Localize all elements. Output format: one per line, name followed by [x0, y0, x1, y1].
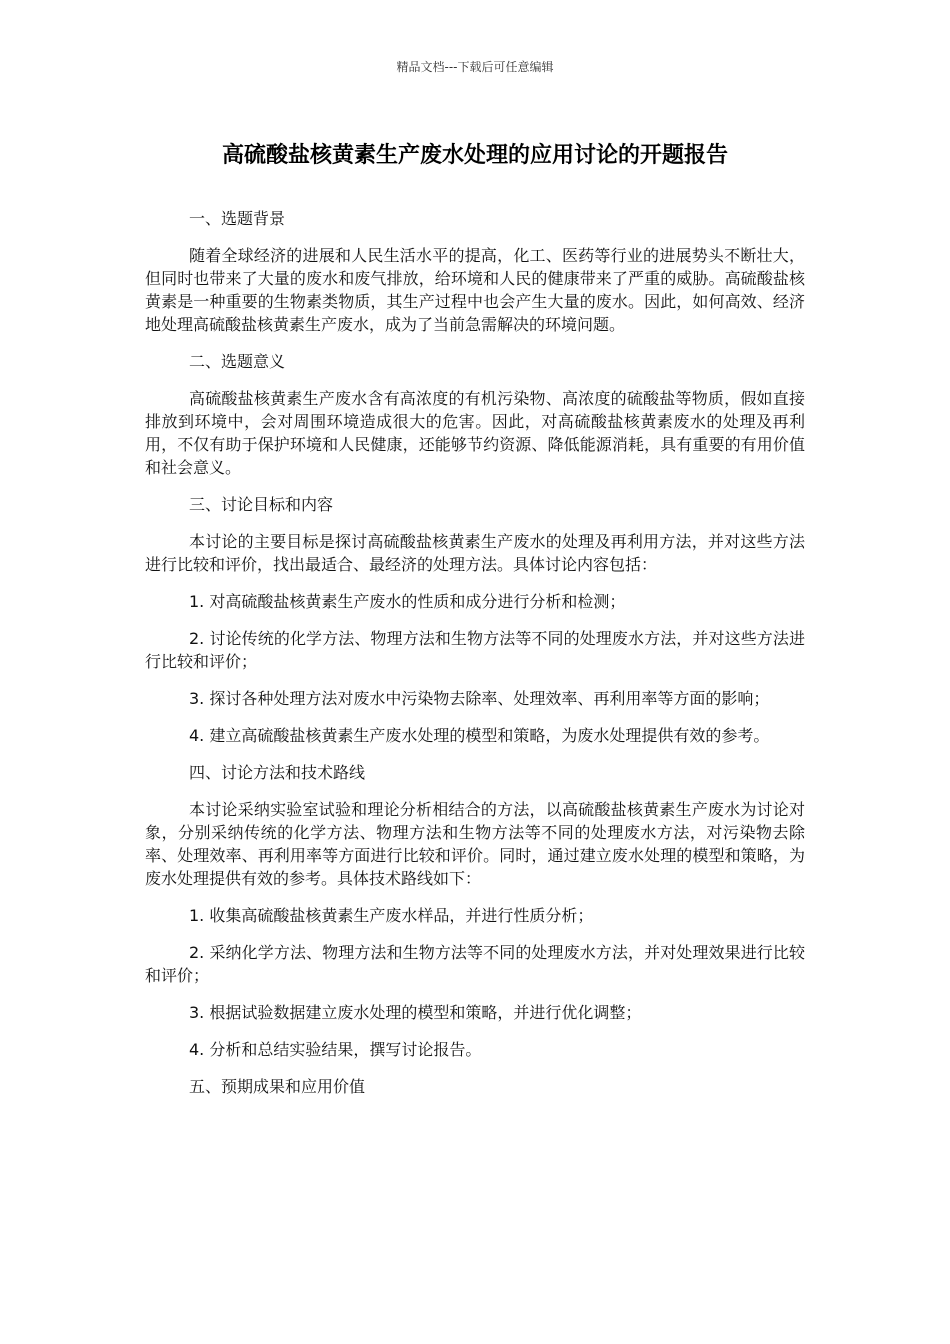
paragraph-background: 随着全球经济的进展和人民生活水平的提高，化工、医药等行业的进展势头不断壮大，但同时也带来了大量的废水和废气排放，给环境和人民的健康带来了严重的威胁。高硫酸盐核黄素是一种重要的生物素类物质，其生产过程中也会产生大量的废水。因此，如何高效、经济地处理高硫酸盐核黄素生产废水，成为了当前急需解决的环境问题。 — [145, 246, 805, 334]
list-item: 4. 建立高硫酸盐核黄素生产废水处理的模型和策略，为废水处理提供有效的参考。 — [189, 726, 770, 745]
section-heading-significance: 二、选题意义 — [189, 352, 286, 371]
header-note: 精品文档---下载后可任意编辑 — [396, 60, 554, 74]
section-heading-background: 一、选题背景 — [189, 209, 286, 228]
list-item: 2. 采纳化学方法、物理方法和生物方法等不同的处理废水方法，并对处理效果进行比较和评价； — [145, 943, 805, 985]
section-heading-outcomes: 五、预期成果和应用价值 — [189, 1077, 366, 1096]
list-item: 1. 收集高硫酸盐核黄素生产废水样品，并进行性质分析； — [189, 906, 594, 925]
list-item: 1. 对高硫酸盐核黄素生产废水的性质和成分进行分析和检测； — [189, 592, 626, 611]
list-item: 4. 分析和总结实验结果，撰写讨论报告。 — [189, 1040, 482, 1059]
list-item: 3. 探讨各种处理方法对废水中污染物去除率、处理效率、再利用率等方面的影响； — [189, 689, 770, 708]
document-title: 高硫酸盐核黄素生产废水处理的应用讨论的开题报告 — [221, 143, 728, 168]
section-heading-goals: 三、讨论目标和内容 — [189, 495, 334, 514]
paragraph-goals: 本讨论的主要目标是探讨高硫酸盐核黄素生产废水的处理及再利用方法，并对这些方法进行比较和评价，找出最适合、最经济的处理方法。具体讨论内容包括： — [145, 532, 805, 574]
paragraph-methods: 本讨论采纳实验室试验和理论分析相结合的方法，以高硫酸盐核黄素生产废水为讨论对象，分别采纳传统的化学方法、物理方法和生物方法等不同的处理废水方法，对污染物去除率、处理效率、再利用率等方面进行比较和评价。同时，通过建立废水处理的模型和策略，为废水处理提供有效的参考。具体技术路线如下： — [145, 800, 805, 888]
list-item: 2. 讨论传统的化学方法、物理方法和生物方法等不同的处理废水方法，并对这些方法进行比较和评价； — [145, 629, 805, 671]
document-body — [145, 207, 805, 1112]
section-heading-methods: 四、讨论方法和技术路线 — [189, 763, 366, 782]
paragraph-significance: 高硫酸盐核黄素生产废水含有高浓度的有机污染物、高浓度的硫酸盐等物质，假如直接排放到环境中，会对周围环境造成很大的危害。因此，对高硫酸盐核黄素废水的处理及再利用，不仅有助于保护环境和人民健康，还能够节约资源、降低能源消耗，具有重要的有用价值和社会意义。 — [145, 389, 805, 477]
list-item: 3. 根据试验数据建立废水处理的模型和策略，并进行优化调整； — [189, 1003, 642, 1022]
